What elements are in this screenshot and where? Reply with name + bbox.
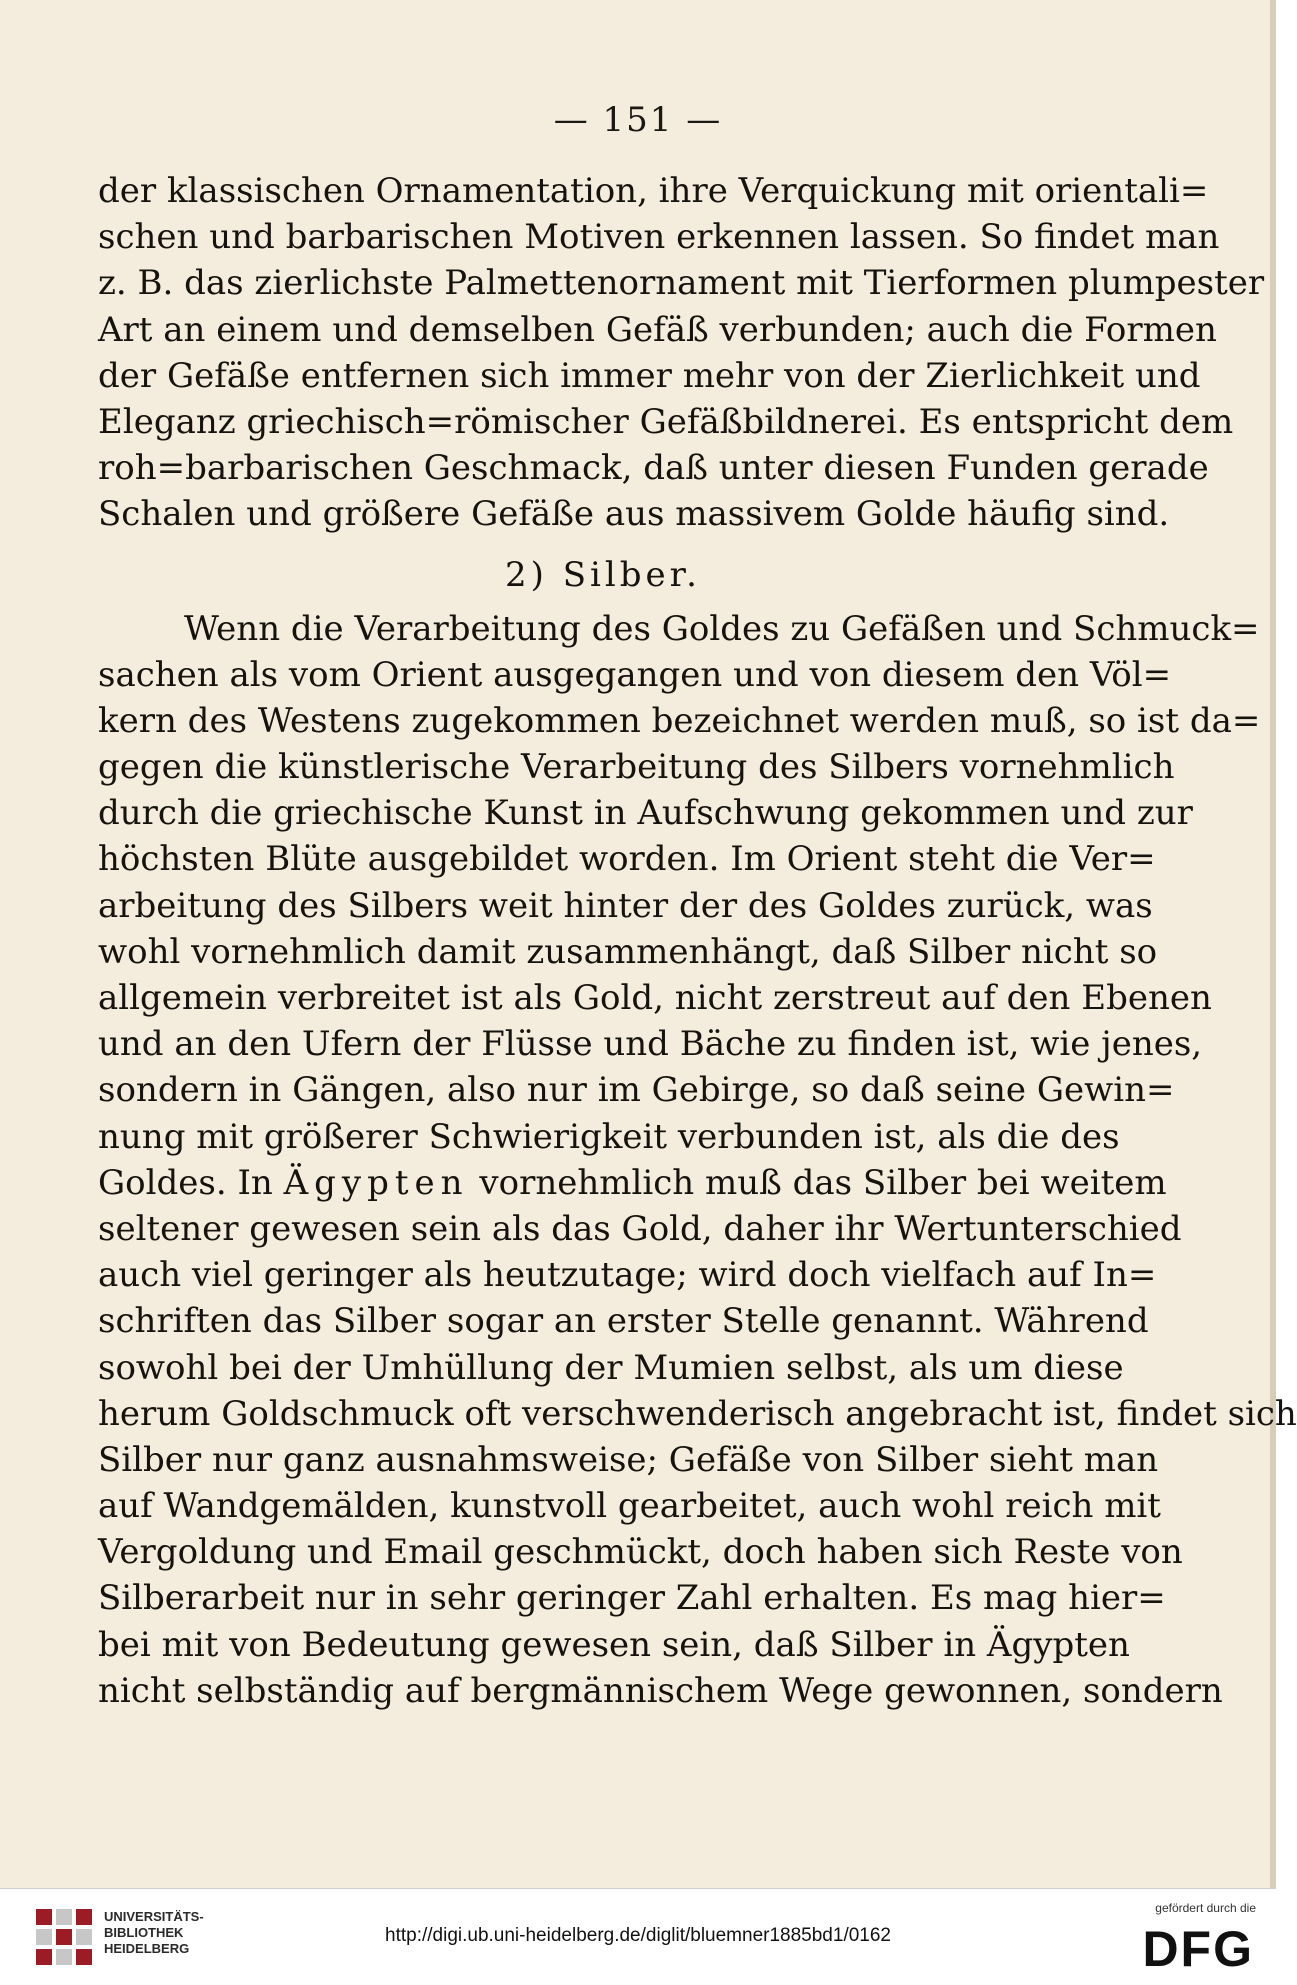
funder-label: gefördert durch die xyxy=(1155,1901,1256,1915)
institution-name-line: HEIDELBERG xyxy=(104,1941,190,1956)
section-heading: 2) Silber. xyxy=(505,554,701,595)
text-line: roh=barbarischen Geschmack, daß unter diesen Funden gerade xyxy=(98,448,1209,489)
page-number: — 151 — xyxy=(553,100,723,140)
institution-name-line: BIBLIOTHEK xyxy=(104,1925,184,1940)
text-line: Silberarbeit nur in sehr geringer Zahl erhalten. Es mag hier= xyxy=(98,1578,1166,1619)
text-line: sachen als vom Orient ausgegangen und von diesem den Völ= xyxy=(98,654,1172,695)
body-text xyxy=(98,168,1297,1714)
dfg-logo: DFG xyxy=(1142,1921,1254,1977)
text-line: und an den Ufern der Flüsse und Bäche zu finden ist, wie jenes, xyxy=(98,1024,1203,1065)
text-line: nicht selbständig auf bergmännischem Wege gewonnen, sondern xyxy=(98,1670,1223,1711)
text-line: Silber nur ganz ausnahmsweise; Gefäße von Silber sieht man xyxy=(98,1439,1159,1480)
text-segment: vornehmlich muß das Silber bei weitem xyxy=(468,1162,1167,1203)
text-line: Art an einem und demselben Gefäß verbunden; auch die Formen xyxy=(98,309,1217,350)
text-line: Wenn die Verarbeitung des Goldes zu Gefäßen und Schmuck= xyxy=(184,608,1260,649)
text-line: Vergoldung und Email geschmückt, doch haben sich Reste von xyxy=(98,1532,1183,1573)
text-line: nung mit größerer Schwierigkeit verbunden ist, als die des xyxy=(98,1116,1120,1157)
emphasized-word: Ägypten xyxy=(283,1162,469,1203)
text-line: sondern in Gängen, also nur im Gebirge, so daß seine Gewin= xyxy=(98,1070,1175,1111)
text-line: durch die griechische Kunst in Aufschwung gekommen und zur xyxy=(98,793,1193,834)
text-line: seltener gewesen sein als das Gold, daher ihr Wertunterschied xyxy=(98,1208,1182,1249)
institution-name-line: UNIVERSITÄTS- xyxy=(104,1909,204,1924)
text-line: z. B. das zierlichste Palmettenornament mit Tierformen plumpester xyxy=(98,263,1265,304)
digitization-footer xyxy=(0,1888,1276,1985)
text-line: höchsten Blüte ausgebildet worden. Im Orient steht die Ver= xyxy=(98,839,1156,880)
permalink-url[interactable]: http://digi.ub.uni-heidelberg.de/diglit/bluemner1885bd1/0162 xyxy=(385,1925,891,1946)
text-line: herum Goldschmuck oft verschwenderisch angebracht ist, findet sich xyxy=(98,1393,1297,1434)
text-line: schriften das Silber sogar an erster Stelle genannt. Während xyxy=(98,1301,1149,1342)
text-line: kern des Westens zugekommen bezeichnet werden muß, so ist da= xyxy=(98,700,1261,741)
text-line: allgemein verbreitet ist als Gold, nicht zerstreut auf den Ebenen xyxy=(98,978,1212,1018)
paragraph-1 xyxy=(98,168,1265,538)
text-line: auf Wandgemälden, kunstvoll gearbeitet, auch wohl reich mit xyxy=(98,1486,1161,1527)
text-line: gegen die künstlerische Verarbeitung des Silbers vornehmlich xyxy=(98,747,1175,788)
text-line: schen und barbarischen Motiven erkennen lassen. So findet man xyxy=(98,217,1220,258)
text-line: auch viel geringer als heutzutage; wird doch vielfach auf In= xyxy=(98,1255,1157,1296)
text-segment: Goldes. In xyxy=(98,1162,284,1203)
text-line: arbeitung des Silbers weit hinter der des Goldes zurück, was xyxy=(98,885,1153,926)
text-line-agypten xyxy=(98,1160,1167,1206)
text-line: bei mit von Bedeutung gewesen sein, daß Silber in Ägypten xyxy=(98,1624,1130,1665)
paragraph-2 xyxy=(98,606,1297,1715)
text-line: Schalen und größere Gefäße aus massivem Golde häufig sind. xyxy=(98,494,1170,535)
text-line: der klassischen Ornamentation, ihre Verquickung mit orientali= xyxy=(98,171,1209,211)
text-line: sowohl bei der Umhüllung der Mumien selbst, als um diese xyxy=(98,1347,1124,1388)
text-line: der Gefäße entfernen sich immer mehr von der Zierlichkeit und xyxy=(98,355,1201,396)
text-line: wohl vornehmlich damit zusammenhängt, daß Silber nicht so xyxy=(98,931,1158,972)
text-line: Eleganz griechisch=römischer Gefäßbildnerei. Es entspricht dem xyxy=(98,401,1234,442)
